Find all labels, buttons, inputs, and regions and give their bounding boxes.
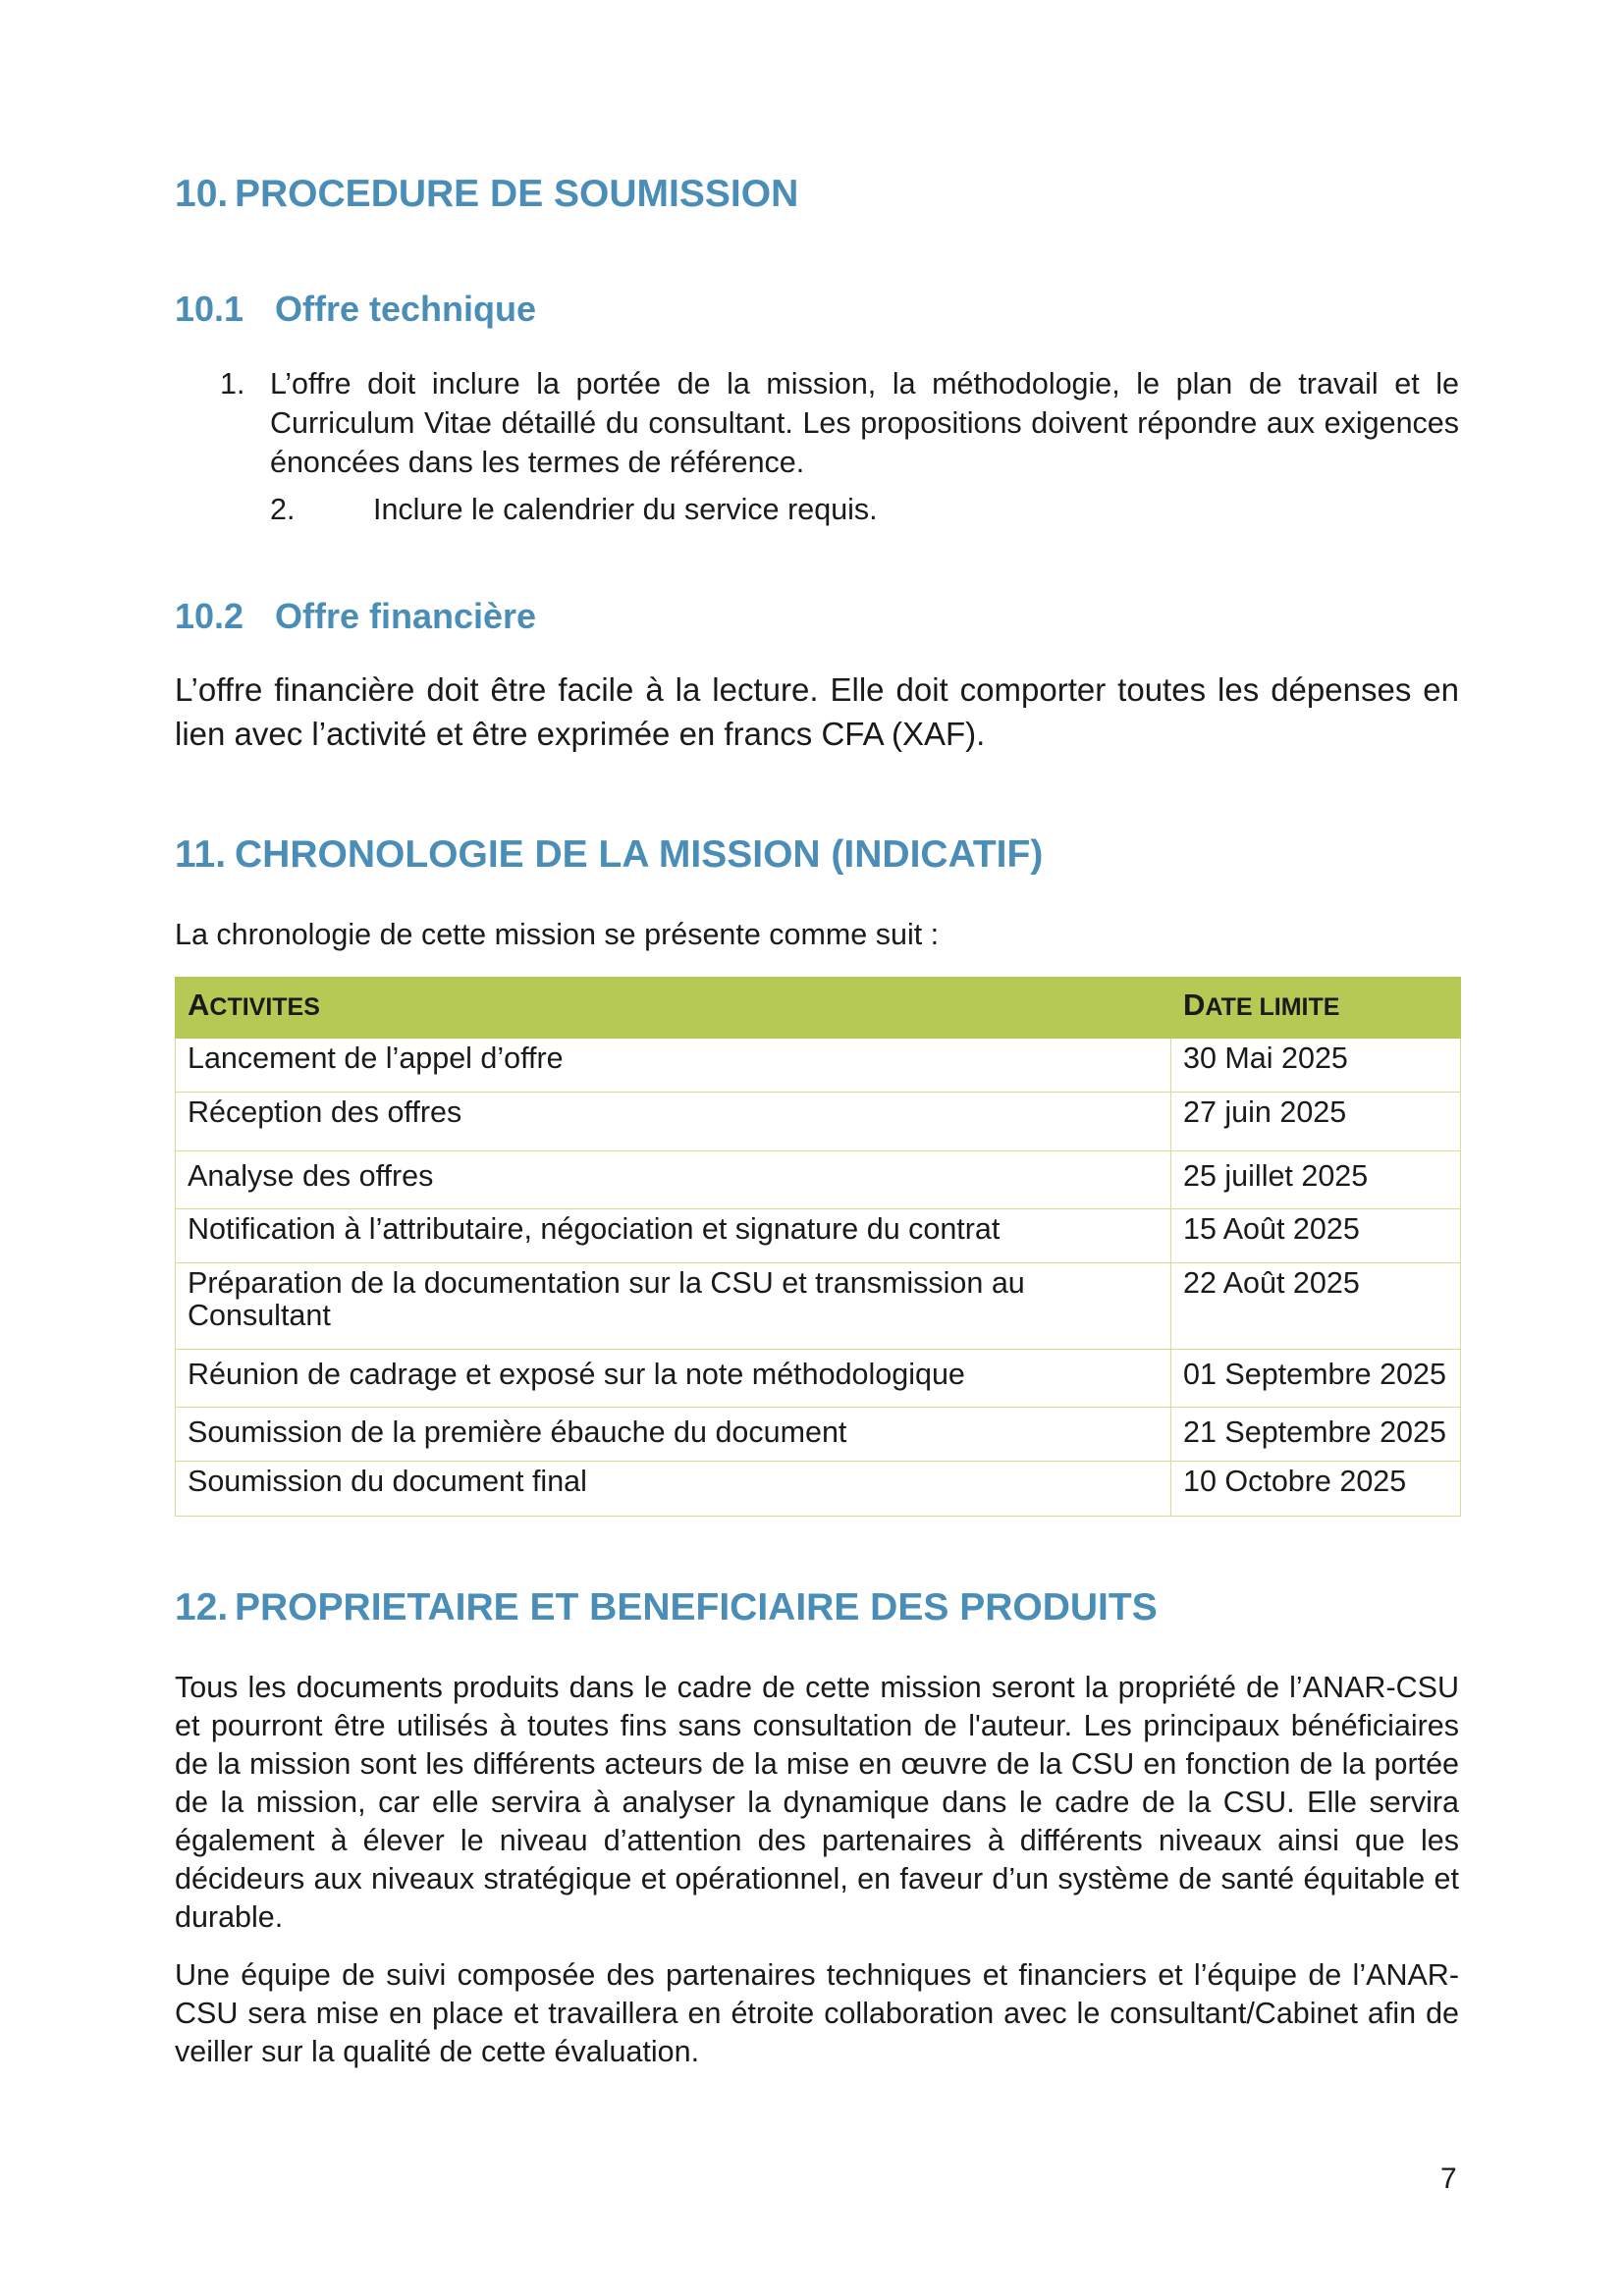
activity-cell: Lancement de l’appel d’offre	[176, 1039, 1171, 1093]
date-cell: 21 Septembre 2025	[1171, 1408, 1461, 1462]
activity-cell: Réception des offres	[176, 1093, 1171, 1151]
activity-cell: Soumission de la première ébauche du document	[176, 1408, 1171, 1462]
section-10-2-title: Offre financière	[275, 596, 537, 636]
date-cell: 10 Octobre 2025	[1171, 1462, 1461, 1517]
date-cell: 30 Mai 2025	[1171, 1039, 1461, 1093]
table-row	[176, 1263, 1461, 1350]
date-cell: 01 Septembre 2025	[1171, 1350, 1461, 1408]
financial-offer-paragraph: L’offre financière doit être facile à la lecture. Elle doit comporter toutes les dépenses en lien avec l’activité et être exprimée en francs CFA (XAF).	[175, 671, 1459, 752]
chronology-intro: La chronologie de cette mission se présente comme suit :	[175, 918, 940, 951]
section-10-2-number: 10.2	[175, 596, 244, 636]
page-number: 7	[1440, 2163, 1457, 2195]
table-row	[176, 1151, 1461, 1209]
section-10-number: 10.	[175, 173, 229, 215]
section-11-heading	[175, 833, 1043, 877]
section-11-title: CHRONOLOGIE DE LA MISSION (INDICATIF)	[235, 833, 1044, 876]
date-cell: 22 Août 2025	[1171, 1263, 1461, 1350]
section-10-1-number: 10.1	[175, 289, 244, 329]
section-12-number: 12.	[175, 1586, 229, 1629]
section-12-title: PROPRIETAIRE ET BENEFICIAIRE DES PRODUITS	[235, 1586, 1158, 1629]
table-row	[176, 1350, 1461, 1408]
date-cell: 25 juillet 2025	[1171, 1151, 1461, 1209]
list-item-1-text: L’offre doit inclure la portée de la mission, la méthodologie, le plan de travail et le Curriculum Vitae détaillé du consultant. Les propositions doivent répondre aux exigences énoncées dans les termes de référence.	[270, 367, 1459, 479]
section-10-title: PROCEDURE DE SOUMISSION	[235, 173, 799, 215]
section-11-number: 11.	[175, 833, 227, 876]
header-deadline: DATE LIMITE	[1171, 978, 1461, 1039]
list-marker-2: 2.	[270, 493, 296, 526]
chronology-table	[175, 977, 1461, 1517]
header-activities: ACTIVITES	[176, 978, 1171, 1039]
section-10-heading	[175, 173, 798, 216]
table-row	[176, 1093, 1461, 1151]
activity-cell: Notification à l’attributaire, négociation et signature du contrat	[176, 1209, 1171, 1263]
section-10-1-title: Offre technique	[275, 289, 537, 329]
table-row	[176, 1039, 1461, 1093]
list-item-1	[220, 364, 1459, 482]
activity-cell: Réunion de cadrage et exposé sur la note méthodologique	[176, 1350, 1171, 1408]
date-cell: 27 juin 2025	[1171, 1093, 1461, 1151]
table-row	[176, 1408, 1461, 1462]
list-marker-1: 1.	[220, 367, 245, 400]
table-row	[176, 1209, 1461, 1263]
list-item-2	[270, 490, 1459, 529]
section-10-1-heading	[175, 289, 536, 330]
date-cell: 15 Août 2025	[1171, 1209, 1461, 1263]
ownership-paragraph-1: Tous les documents produits dans le cadre de cette mission seront la propriété de l’ANAR-CSU et pourront être utilisés à toutes fins sans consultation de l'auteur. Les principaux bénéficiaires de la mission sont les différents acteurs de la mise en œuvre de la CSU en fonction de la portée de la mission, car elle servira à analyser la dynamique dans le cadre de la CSU. Elle servira également à élever le niveau d’attention des partenaires à différents niveaux ainsi que les décideurs aux niveaux stratégique et opérationnel, en faveur d’un système de santé équitable et durable.	[175, 1671, 1459, 1934]
activity-cell: Analyse des offres	[176, 1151, 1171, 1209]
activity-cell: Préparation de la documentation sur la CSU et transmission au Consultant	[176, 1263, 1171, 1350]
list-item-2-text: Inclure le calendrier du service requis.	[373, 493, 878, 526]
table-header-row	[176, 978, 1461, 1039]
ownership-paragraph-2: Une équipe de suivi composée des partenaires techniques et financiers et l’équipe de l’ANAR-CSU sera mise en place et travaillera en étroite collaboration avec le consultant/Cabinet afin de veiller sur la qualité de cette évaluation.	[175, 1958, 1459, 2068]
table-row	[176, 1462, 1461, 1517]
section-10-2-heading	[175, 596, 536, 637]
section-12-heading	[175, 1586, 1158, 1629]
activity-cell: Soumission du document final	[176, 1462, 1171, 1517]
